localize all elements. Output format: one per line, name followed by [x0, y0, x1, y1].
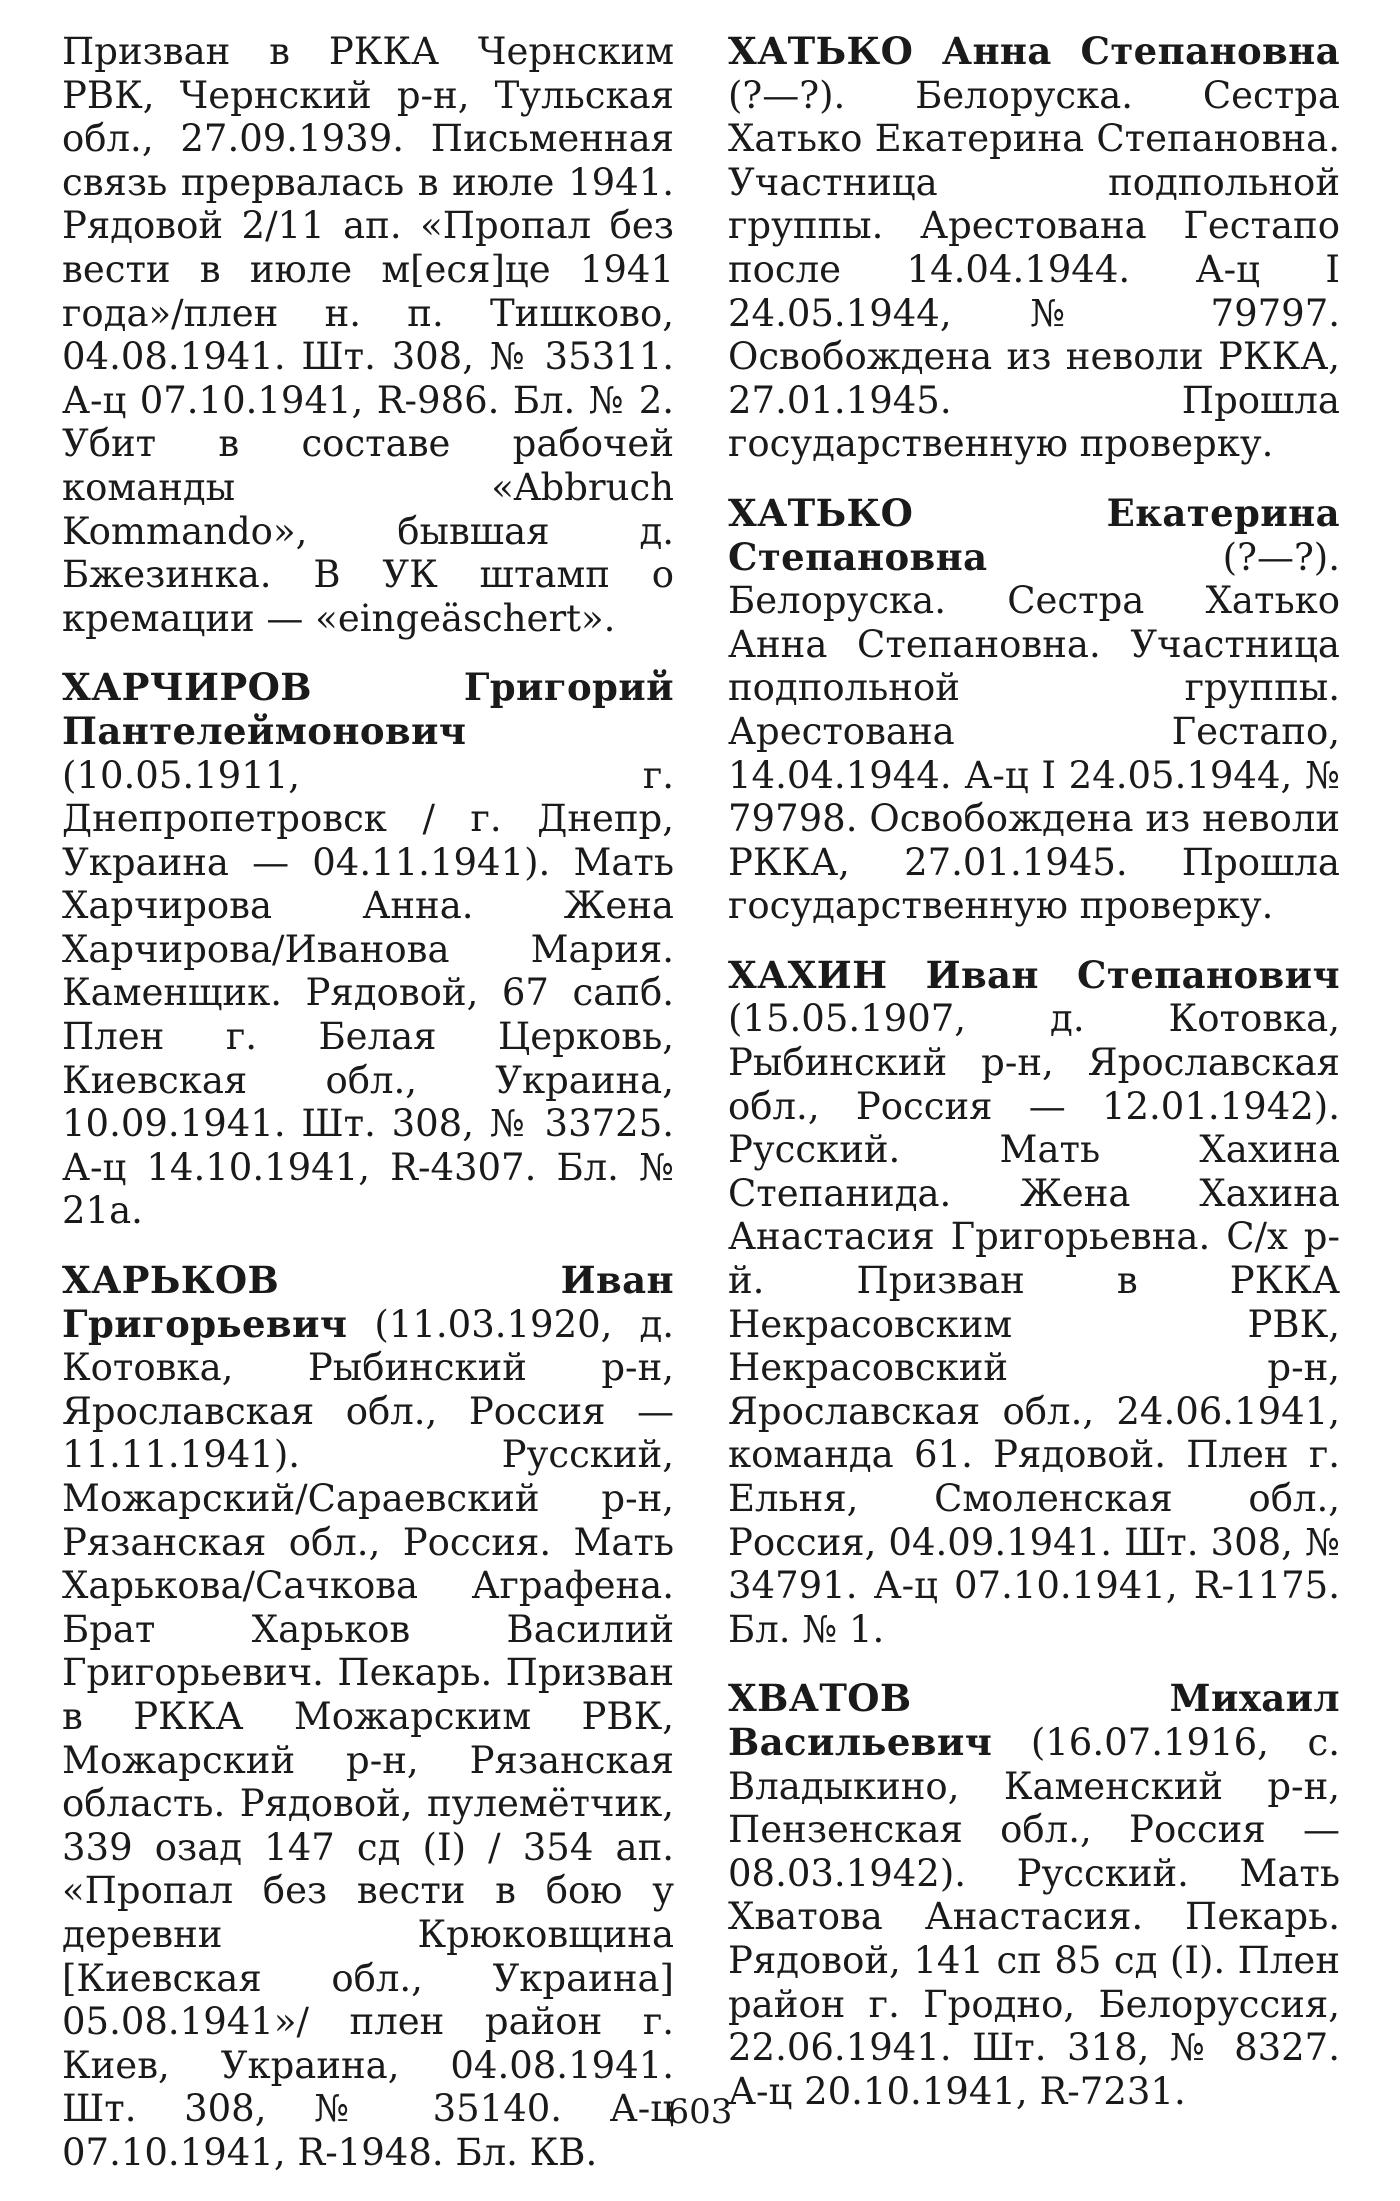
- entry-khakhin: [728, 954, 1340, 1652]
- entry-text: (15.05.1907, д. Котовка, Рыбинский р-н, Ярославская обл., Россия — 12.01.1942). Русский. Мать Хахина Степанида. Жена Хахина Анастасия Григорьевна. С/х р-й. Призван в РККА Некрасовским РВК, Некрасовский р-н, Ярославская обл., 24.06.1941, команда 61. Рядовой. Плен г. Ельня, Смоленская обл., Россия, 04.09.1941. Шт. 308, № 34791. А-ц 07.10.1941, R-1175. Бл. № 1.: [728, 997, 1340, 1651]
- entry-text: Призван в РККА Чернским РВК, Чернский р-н, Тульская обл., 27.09.1939. Письменная связь прервалась в июле 1941. Рядовой 2/11 ап. «Пропал без вести в июле м[еся]це 1941 года»/плен н. п. Тишково, 04.08.1941. Шт. 308, № 35311. А-ц 07.10.1941, R-986. Бл. № 2. Убит в составе рабочей команды «Abbruch Kommando», бывшая д. Бжезинка. В УК штамп о кремации — «eingeäschert».: [62, 30, 674, 640]
- entry-name: ХАРЧИРОВ Григорий Пантелеймонович: [62, 665, 674, 753]
- entry-continuation: [62, 30, 674, 640]
- page-number: 603: [667, 2092, 733, 2132]
- right-column: [728, 30, 1340, 2139]
- entry-kharchirov: [62, 666, 674, 1233]
- entry-text: (16.07.1916, с. Владыкино, Каменский р-н, Пензенская обл., Россия — 08.03.1942). Русский. Мать Хватова Анастасия. Пекарь. Рядовой, 141 сп 85 сд (I). Плен район г. Гродно, Белоруссия, 22.06.1941. Шт. 318, № 8327. А-ц 20.10.1941, R-7231.: [728, 1720, 1340, 2113]
- entry-khatko-ekaterina: [728, 492, 1340, 928]
- left-column: [62, 30, 674, 2201]
- entry-name: ХАТЬКО Анна Степановна: [728, 29, 1340, 73]
- entry-text: (10.05.1911, г. Днепропетровск / г. Днепр, Украина — 04.11.1941). Мать Харчирова Анна. Жена Харчирова/Иванова Мария. Каменщик. Рядовой, 67 сапб. Плен г. Белая Церковь, Киевская обл., Украина, 10.09.1941. Шт. 308, № 33725. А-ц 14.10.1941, R-4307. Бл. № 21а.: [62, 753, 674, 1233]
- entry-text: (?—?). Белоруска. Сестра Хатько Анна Степановна. Участница подпольной группы. Арестована Гестапо, 14.04.1944. А-ц I 24.05.1944, № 79798. Освобождена из неволи РККА, 27.01.1945. Прошла государственную проверку.: [728, 535, 1340, 928]
- entry-name: ХВАТОВ Михаил Васильевич: [728, 1676, 1340, 1764]
- entry-name: ХАТЬКО Екатерина Степановна: [728, 490, 1340, 579]
- entry-khvatov: [728, 1677, 1340, 2113]
- entry-khatko-anna: [728, 30, 1340, 466]
- entry-kharkov: [62, 1259, 674, 2174]
- entry-name: ХАХИН Иван Степанович: [728, 952, 1340, 997]
- entry-name: ХАРЬКОВ Иван Григорьевич: [62, 1258, 674, 1346]
- entry-text: (11.03.1920, д. Котовка, Рыбинский р-н, Ярославская обл., Россия — 11.11.1941). Русский, Можарский/Сараевский р-н, Рязанская обл., Россия. Мать Харькова/Сачкова Аграфена. Брат Харьков Василий Григорьевич. Пекарь. Призван в РККА Можарским РВК, Можарский р-н, Рязанская область. Рядовой, пулемётчик, 339 озад 147 сд (I) / 354 ап. «Пропал без вести в бою у деревни Крюковщина [Киевская обл., Украина] 05.08.1941»/ плен район г. Киев, Украина, 04.08.1941. Шт. 308, № 35140. А-ц 07.10.1941, R-1948. Бл. КВ.: [62, 1302, 674, 2174]
- entry-text: (?—?). Белоруска. Сестра Хатько Екатерина Степановна. Участница подпольной группы. Арестована Гестапо после 14.04.1944. А-ц I 24.05.1944, № 79797. Освобождена из неволи РККА, 27.01.1945. Прошла государственную проверку.: [728, 73, 1340, 466]
